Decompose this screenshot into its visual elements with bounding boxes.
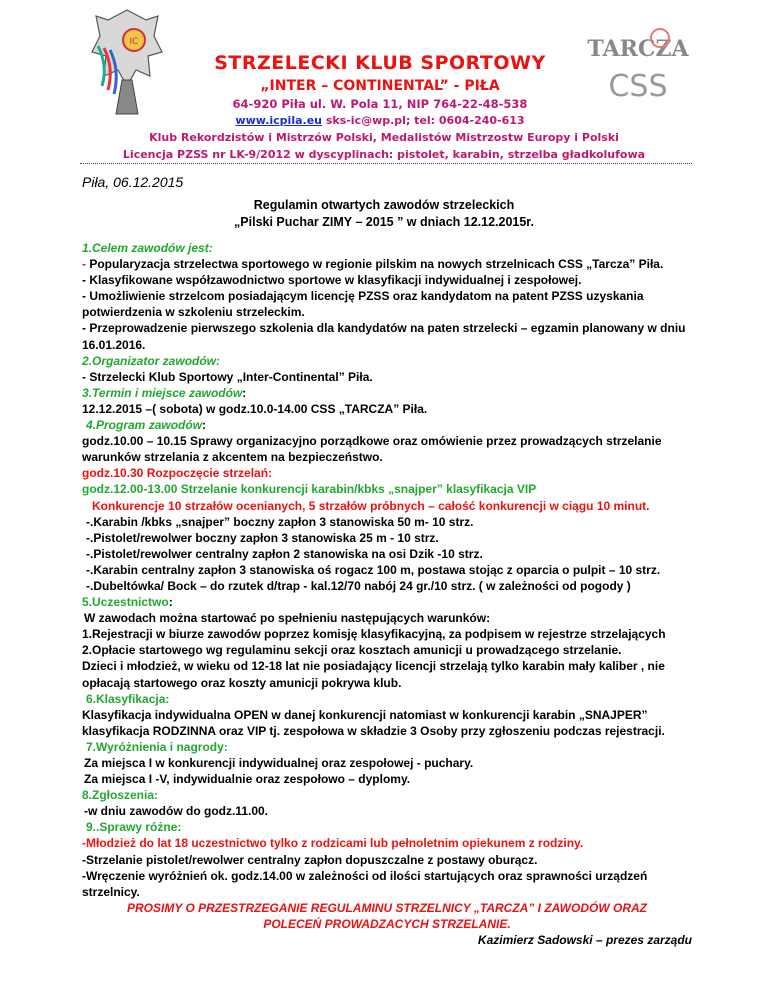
s1-line-3: - Umożliwienie strzelcom posiadającym licencję PZSS oraz kandydatom na patent PZSS uzyskania potwierdzenia w szkoleniu strzeleckim. [82,289,644,320]
section-2-heading: 2.Organizator zawodów: [82,353,221,368]
s7-line-1: Za miejsca I w konkurencji indywidualnej oraz zespołowej - puchary. [84,756,474,770]
tarcza-css-logo [587,18,689,110]
s7-line-2: Za miejsca I -V, indywidualnie oraz zespołowo – dyplomy. [84,772,411,787]
doc-title: Regulamin otwartych zawodów strzeleckich [253,198,515,212]
club-license: Licencja PZSS nr LK-9/2012 w dyscyplinach: pistolet, karabin, strzelba gładkolufowa [122,148,646,161]
s5-line-3: 2.Opłacie startowego wg regulaminu sekcji oraz kosztach amunicji u prowadzącego strzelanie. [82,643,622,658]
s1-line-2: - Klasyfikowane współzawodnictwo sportowe w klasyfikacji indywidualnej i zespołowej. [82,273,582,288]
header-divider [80,163,692,164]
section-9-heading: 9..Sprawy różne: [86,820,182,835]
s4-line-8: -.Karabin centralny zapłon 3 stanowiska oś rogacz 100 m, postawa stojąc z oparcia o pulpit – 10 strz. [86,562,661,577]
s5-line-4: Dzieci i młodzież, w wieku od 12-18 lat nie posiadający licencji strzelają tylko karabin mały kaliber , nie opłacają startowego oraz koszty amunicji pokrywa klub. [82,659,665,690]
regulation-body [82,240,692,948]
section-1-heading: 1.Celem zawodów jest: [82,241,213,255]
s1-line-1 [82,256,692,272]
s4-line-3: godz.12.00-13.00 Strzelanie konkurencji karabin/kbks „snajper” klasyfikacja VIP [82,482,537,497]
section-6-heading: 6.Klasyfikacja: [86,691,170,706]
section-3-heading: 3.Termin i miejsce zawodów [82,385,243,400]
s5-line-1: W zawodach można startować po spełnieniu następujących warunków: [84,611,491,626]
closing-notice: PROSIMY O PRZESTRZEGANIE REGULAMINU STRZELNICY „TARCZA” I ZAWODÓW ORAZ POLECEŃ PROWADZACYCH STRZELANIE. [126,900,647,931]
s8-line-1: -w dniu zawodów do godz.11.00. [84,804,269,819]
s9-line-1: -Młodzież do lat 18 uczestnictwo tylko z rodzicami lub pełnoletnim opiekunem z rodziny. [82,836,584,851]
section-4-heading-row [82,417,692,433]
section-8-heading: 8.Zgłoszenia: [82,788,159,803]
club-subtitle: „INTER – CONTINENTAL” - PIŁA [260,78,500,94]
place-date: Piła, 06.12.2015 [82,174,184,190]
s4-line-6: -.Pistolet/rewolwer boczny zapłon 3 stanowiska 25 m - 10 strz. [86,530,439,545]
club-web-contact [150,114,610,127]
s4-line-4: Konkurencje 10 strzałów ocenianych, 5 strzałów próbnych – całość konkurencji w ciągu 10 minut. [92,498,650,513]
section-3-heading-row [82,385,692,401]
club-name: STRZELECKI KLUB SPORTOWY [214,52,546,74]
s4-line-7: -.Pistolet/rewolwer centralny zapłon 2 stanowiska na osi Dzik -10 strz. [86,546,483,561]
club-address: 64-920 Piła ul. W. Pola 11, NIP 764-22-48-538 [232,97,528,111]
s4-line-5: -.Karabin /kbks „snajper” boczny zapłon 3 stanowiska 50 m- 10 strz. [86,514,474,529]
s6-line-1: Klasyfikacja indywidualna OPEN w danej konkurencji natomiast w konkurencji karabin „SNAJPER” klasyfikacja RODZINNA oraz VIP tj. zespołowa w składzie 3 Osoby przy zgłoszeniu podczas rejestracji. [82,707,665,738]
logo-left-text: IC [129,37,139,47]
s3-line-1: 12.12.2015 –( sobota) w godz.10.0-14.00 CSS „TARCZA” Piła. [82,401,428,416]
s1-line-1-text: Popularyzacja strzelectwa sportowego w regionie pilskim na nowych strzelnicach CSS „Tarcza” Piła. [89,257,664,272]
section-4-heading: 4.Program zawodów [86,418,203,433]
s1-line-4: - Przeprowadzenie pierwszego szkolenia dla kandydatów na paten strzelecki – egzamin planowany w dniu 16.01.2016. [82,321,686,352]
signature: Kazimierz Sadowski – prezes zarządu [477,933,692,948]
s4-colon: : [202,418,207,433]
logo-right-top-text: TARCZA [587,36,689,62]
logo-right-bottom-text: CSS [608,69,668,104]
s9-line-2: -Strzelanie pistolet/rewolwer centralny zapłon dopuszczalne z postawy oburącz. [82,852,538,867]
s5-colon: : [168,595,173,610]
s1-dash: - [82,257,90,272]
club-records: Klub Rekordzistów i Mistrzów Polski, Medalistów Mistrzostw Europy i Polski [149,131,619,144]
s4-line-9: -.Dubeltówka/ Bock – do rzutek d/trap - kal.12/70 nabój 24 gr./10 strz. ( w zależności od pogody ) [86,578,631,593]
website-link[interactable]: www.icpila.eu [235,114,322,127]
s5-line-2: 1.Rejestracji w biurze zawodów poprzez komisję klasyfikacyjną, za podpisem w rejestrze strzelających [82,627,666,642]
doc-subtitle: „Pilski Puchar ZIMY – 2015 ” w dniach 12.12.2015r. [234,215,534,229]
contact-info: sks-ic@wp.pl; tel: 0604-240-613 [325,114,525,127]
s4-line-2: godz.10.30 Rozpoczęcie strzelań: [82,466,273,481]
section-7-heading: 7.Wyróżnienia i nagrody: [86,739,228,754]
letterhead [0,0,768,165]
section-5-heading-row [82,594,692,610]
s9-line-3: -Wręczenie wyróżnień ok. godz.14.00 w zależności od ilości startujących oraz sprawności urządzeń strzelnicy. [82,868,648,899]
s2-line-1: - Strzelecki Klub Sportowy „Inter-Continental” Piła. [82,369,373,384]
s3-colon: : [242,385,247,400]
s4-line-1: godz.10.00 – 10.15 Sprawy organizacyjno porządkowe oraz omówienie przez prowadzących strzelanie warunków strzelania z akcentem na bezpieczeństwo. [82,434,662,465]
section-5-heading: 5.Uczestnictwo [82,595,169,610]
